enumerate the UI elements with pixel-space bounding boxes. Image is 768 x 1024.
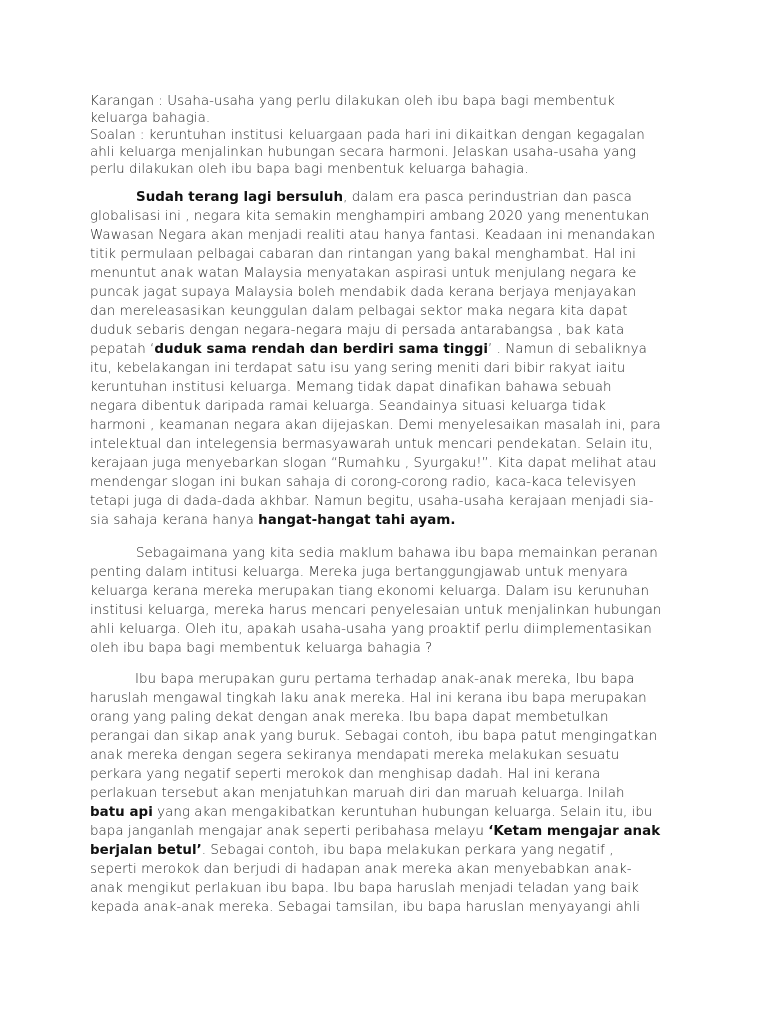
text-line: dan mereleasasikan keunggulan dalam pelbagai sektor maka negara kita dapat — [90, 304, 628, 319]
text-span: pepatah ‘ — [90, 342, 155, 357]
text-line: titik permulaan pelbagai cabaran dan rintangan yang bakal menghambat. Hal ini — [90, 247, 636, 262]
karangan-line-2: keluarga bahagia. — [90, 111, 211, 126]
text-line: negara dibentuk daripada ramai keluarga. Seandainya situasi keluarga tidak — [90, 399, 606, 414]
text-line: tetapi juga di dada-dada akhbar. Namun begitu, usaha-usaha kerajaan menjadi sia- — [90, 494, 654, 509]
karangan-line-1: Karangan : Usaha-usaha yang perlu dilakukan oleh ibu bapa bagi membentuk — [90, 94, 615, 109]
text-span: . Sebagai contoh, ibu bapa melakukan perkara yang negatif , — [201, 843, 614, 858]
text-line: penting dalam intitusi keluarga. Mereka juga bertanggungjawab untuk menyara — [90, 565, 628, 580]
text-line: Ibu bapa merupakan guru pertama terhadap anak-anak mereka, Ibu bapa — [135, 672, 635, 687]
text-line: anak mengikut perlakuan ibu bapa. Ibu bapa haruslah menjadi teladan yang baik — [90, 881, 639, 896]
text-line: keluarga kerana mereka merupakan tiang ekonomi keluarga. Dalam isu kerunuhan — [90, 584, 649, 599]
text-line — [90, 803, 680, 822]
bold-phrase: batu api — [90, 805, 153, 820]
essay-header — [90, 93, 690, 178]
bold-phrase: hangat-hangat tahi ayam. — [258, 513, 456, 528]
text-line: keruntuhan institusi keluarga. Memang tidak dapat dinafikan bahawa sebuah — [90, 380, 612, 395]
text-line: Wawasan Negara akan menjadi realiti atau hanya fantasi. Keadaan ini menandakan — [90, 228, 656, 243]
bold-phrase: ‘Ketam mengajar anak — [488, 824, 661, 839]
text-line — [90, 511, 680, 530]
soalan-line-1: Soalan : keruntuhan institusi keluargaan pada hari ini dikaitkan dengan kegagalan — [90, 128, 645, 143]
text-line: perlakuan tersebut akan menjatuhkan maruah diri dan maruah keluarga. Inilah — [90, 786, 625, 801]
text-line: itu, kebelakangan ini terdapat satu isu yang sering meniti dari bibir rakyat iaitu — [90, 361, 626, 376]
text-span: bapa janganlah mengajar anak seperti peribahasa melayu — [90, 824, 489, 839]
text-line: haruslah mengawal tingkah laku anak mereka. Hal ini kerana ibu bapa merupakan — [90, 691, 647, 706]
text-span: sia sahaja kerana hanya — [90, 513, 259, 528]
text-line: kerajaan juga menyebarkan slogan “Rumahku , Syurgaku!”. Kita dapat melihat atau — [90, 456, 657, 471]
text-line: institusi keluarga, mereka harus mencari penyelesaian untuk menjalinkan hubungan — [90, 603, 662, 618]
text-line — [90, 822, 680, 841]
paragraph-point-one — [90, 670, 680, 917]
text-span: , dalam era pasca perindustrian dan pasca — [343, 190, 632, 205]
text-line — [90, 188, 680, 207]
text-line: globalisasi ini , negara kita semakin menghampiri ambang 2020 yang menentukan — [90, 209, 650, 224]
text-line: harmoni , keamanan negara akan dijejaskan. Demi menyelesaikan masalah ini, para — [90, 418, 661, 433]
text-line: Sebagaimana yang kita sedia maklum bahawa ibu bapa memainkan peranan — [136, 546, 658, 561]
text-line: ahli keluarga. Oleh itu, apakah usaha-usaha yang proaktif perlu diimplementasikan — [90, 622, 652, 637]
text-span: ’ . Namun di sebaliknya — [487, 342, 647, 357]
text-line: oleh ibu bapa bagi membentuk keluarga bahagia ? — [90, 641, 433, 656]
text-span: yang akan mengakibatkan keruntuhan hubungan keluarga. Selain itu, ibu — [152, 805, 653, 820]
bold-phrase: Sudah terang lagi bersuluh — [136, 190, 344, 205]
soalan-line-2: ahli keluarga menjalinkan hubungan secara harmoni. Jelaskan usaha-usaha yang — [90, 145, 637, 160]
text-line — [90, 340, 680, 359]
text-line: perangai dan sikap anak yang buruk. Sebagai contoh, ibu bapa patut mengingatkan — [90, 729, 658, 744]
text-line: anak mereka dengan segera sekiranya mendapati mereka melakukan sesuatu — [90, 748, 620, 763]
text-line: intelektual dan intelegensia bermasyawarah untuk mencari pendekatan. Selain itu, — [90, 437, 653, 452]
bold-phrase: duduk sama rendah dan berdiri sama tinggi — [154, 342, 488, 357]
paragraph-introduction — [90, 188, 680, 530]
bold-phrase: berjalan betul’ — [90, 843, 202, 858]
text-line: orang yang paling dekat dengan anak mereka. Ibu bapa dapat membetulkan — [90, 710, 609, 725]
text-line: puncak jagat supaya Malaysia boleh mendabik dada kerana berjaya menjayakan — [90, 285, 637, 300]
text-line — [90, 841, 680, 860]
text-line: mendengar slogan ini bukan sahaja di corong-corong radio, kaca-kaca televisyen — [90, 475, 637, 490]
paragraph-context — [90, 544, 680, 658]
text-line: kepada anak-anak mereka. Sebagai tamsilan, ibu bapa harusIan menyayangi ahli — [90, 900, 640, 915]
text-line: duduk sebaris dengan negara-negara maju di persada antarabangsa , bak kata — [90, 323, 625, 338]
text-line: seperti merokok dan berjudi di hadapan anak mereka akan menyebabkan anak- — [90, 862, 632, 877]
soalan-line-3: perlu dilakukan oleh ibu bapa bagi menbentuk keluarga bahagia. — [90, 162, 529, 177]
text-line: perkara yang negatif seperti merokok dan menghisap dadah. Hal ini kerana — [90, 767, 601, 782]
text-line: menuntut anak watan Malaysia menyatakan aspirasi untuk menjulang negara ke — [90, 266, 637, 281]
